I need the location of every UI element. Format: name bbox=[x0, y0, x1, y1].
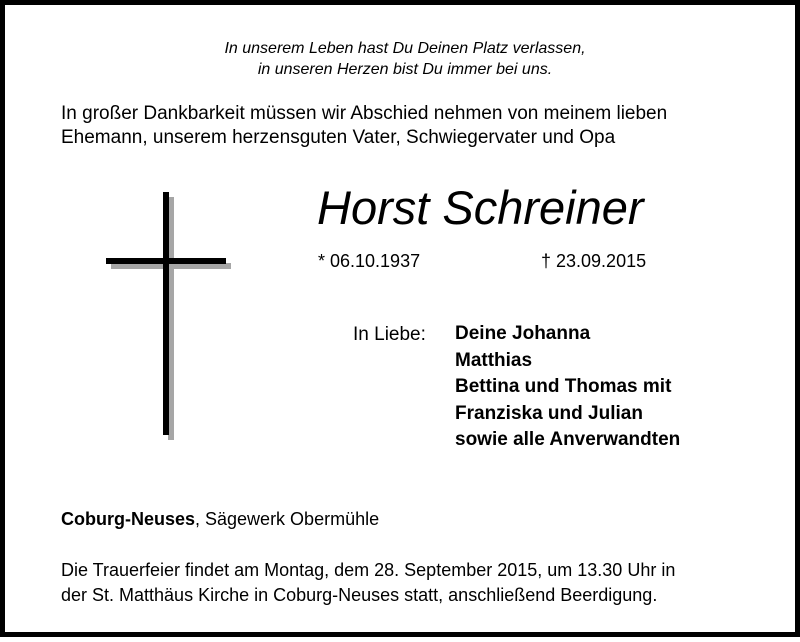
mourners-list bbox=[455, 321, 680, 454]
place-line bbox=[61, 507, 379, 531]
mourner-name: Bettina und Thomas mit bbox=[455, 376, 672, 397]
mourner-name: Matthias bbox=[455, 349, 533, 371]
cross-shadow-vertical bbox=[168, 197, 174, 440]
death-date: † 23.09.2015 bbox=[541, 251, 647, 271]
funeral-info bbox=[61, 558, 761, 608]
funeral-line-1: Die Trauerfeier findet am Montag, dem 28. September 2015, um 13.30 Uhr in bbox=[61, 560, 676, 580]
mourner-name: Deine Johanna bbox=[455, 323, 591, 344]
mourner-name: Franziska und Julian bbox=[455, 402, 643, 424]
motto bbox=[5, 38, 800, 80]
cross-vertical-beam bbox=[163, 192, 169, 435]
intro-line-2: Ehemann, unserem herzensguten Vater, Schwiegervater und Opa bbox=[61, 127, 616, 148]
cross-horizontal-beam bbox=[106, 258, 226, 264]
mourner-name: sowie alle Anverwandten bbox=[455, 429, 681, 450]
deceased-name: Horst Schreiner bbox=[317, 181, 644, 234]
in-love-label: In Liebe: bbox=[353, 324, 426, 345]
motto-line-2: in unseren Herzen bist Du immer bei uns. bbox=[257, 61, 553, 78]
intro-text bbox=[61, 102, 761, 150]
motto-line-1: In unserem Leben hast Du Deinen Platz verlassen, bbox=[224, 40, 586, 57]
birth-date: * 06.10.1937 bbox=[318, 251, 421, 271]
intro-line-1: In großer Dankbarkeit müssen wir Abschied nehmen von meinem lieben bbox=[61, 103, 668, 124]
place-rest: , Sägewerk Obermühle bbox=[195, 509, 380, 529]
place-town: Coburg-Neuses bbox=[61, 509, 196, 529]
funeral-line-2: der St. Matthäus Kirche in Coburg-Neuses statt, anschließend Beerdigung. bbox=[61, 585, 658, 605]
cross-shadow-horizontal bbox=[111, 263, 231, 269]
